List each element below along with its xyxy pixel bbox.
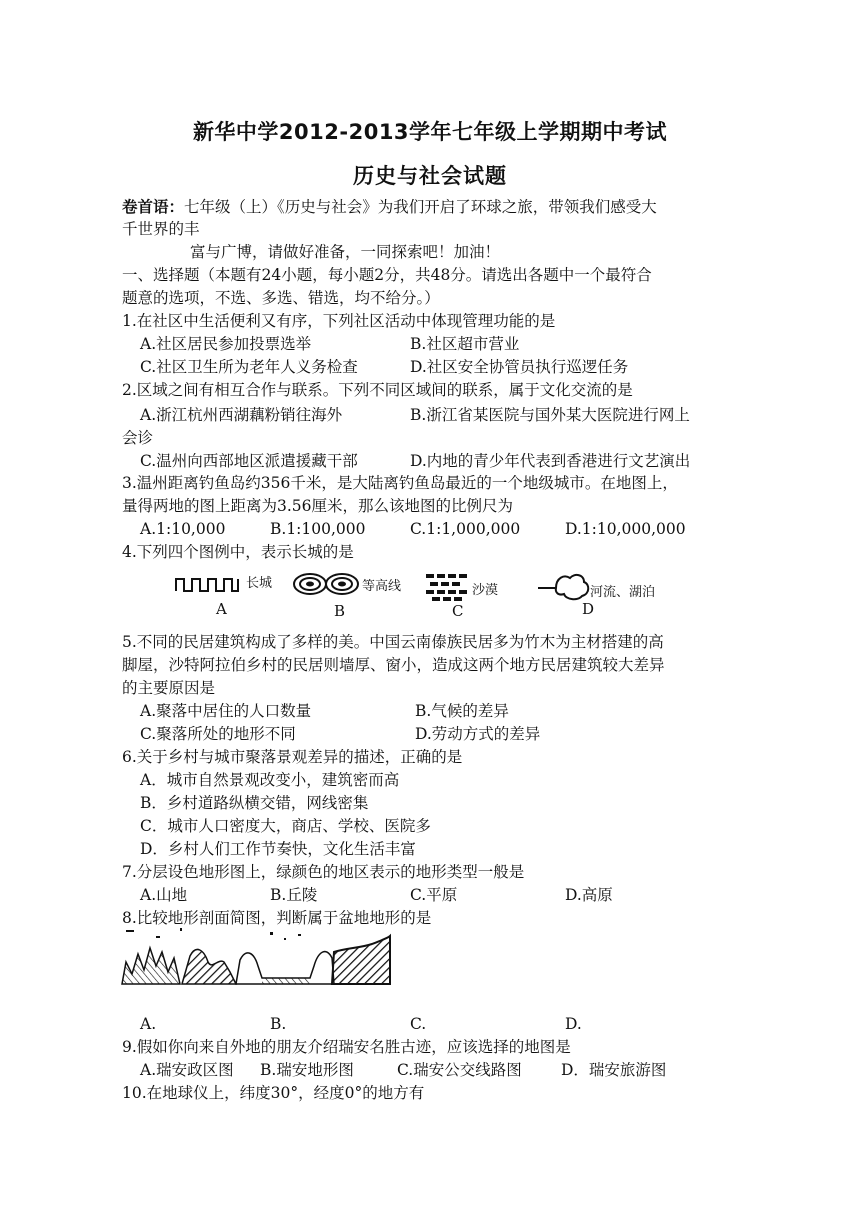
q6-option-c: C．城市人口密度大，商店、学校、医院多 <box>140 817 431 835</box>
q10-stem: 10.在地球仪上，纬度30°，经度0°的地方有 <box>122 1084 425 1102</box>
q1-stem: 1.在社区中生活便利又有序，下列社区活动中体现管理功能的是 <box>122 312 556 330</box>
q6-option-a: A．城市自然景观改变小，建筑密而高 <box>140 771 400 789</box>
q2-option-b: B.浙江省某医院与国外某大医院进行网上 <box>410 406 690 424</box>
q3-option-b: B.1:100,000 <box>270 520 366 538</box>
q6-option-d: D．乡村人们工作节奏快，文化生活丰富 <box>140 840 416 858</box>
legend-letter-c: C <box>452 602 464 620</box>
contour-legend-symbol <box>292 570 362 598</box>
preface-line1 <box>122 196 657 218</box>
q5-line3: 的主要原因是 <box>122 679 216 697</box>
preface-line2: 千世界的丰 <box>122 220 200 238</box>
q5-line2: 脚屋，沙特阿拉伯乡村的民居则墙厚、窗小，造成这两个地方民居建筑较大差异 <box>122 656 665 674</box>
legend-letter-b: B <box>334 602 346 620</box>
q9-option-c: C.瑞安公交线路图 <box>397 1061 522 1079</box>
preface-line3: 富与广博，请做好准备，一同探索吧！加油！ <box>190 243 501 261</box>
desert-legend-symbol <box>424 572 472 602</box>
q6-stem: 6.关于乡村与城市聚落景观差异的描述，正确的是 <box>122 748 463 766</box>
q9-option-b: B.瑞安地形图 <box>260 1061 354 1079</box>
q2-option-d: D.内地的青少年代表到香港进行文艺演出 <box>410 452 691 470</box>
legend-label-d: 河流、湖泊 <box>590 585 656 600</box>
section-heading-line2: 题意的选项，不选、多选、错选，均不给分。） <box>122 289 440 307</box>
q1-option-d: D.社区安全协管员执行巡逻任务 <box>410 358 629 376</box>
q5-option-d: D.劳动方式的差异 <box>415 725 541 743</box>
legend-label-a: 长城 <box>246 576 273 591</box>
q4-stem: 4.下列四个图例中，表示长城的是 <box>122 543 354 561</box>
exam-title: 新华中学2012-2013学年七年级上学期期中考试 <box>192 120 668 144</box>
q9-stem: 9.假如你向来自外地的朋友介绍瑞安名胜古迹，应该选择的地图是 <box>122 1038 571 1056</box>
q3-line1: 3.温州距离钓鱼岛约356千米，是大陆离钓鱼岛最近的一个地级城市。在地图上， <box>122 474 678 492</box>
q5-option-a: A.聚落中居住的人口数量 <box>140 702 312 720</box>
q7-option-b: B.丘陵 <box>270 886 318 904</box>
q8-option-a: A. <box>140 1015 157 1033</box>
legend-letter-d: D <box>582 600 595 618</box>
q9-option-d: D．瑞安旅游图 <box>561 1061 667 1079</box>
terrain-profiles-figure <box>120 922 392 992</box>
q8-option-b: B. <box>270 1015 287 1033</box>
q8-stem: 8.比较地形剖面简图，判断属于盆地地形的是 <box>122 909 432 927</box>
q3-line2: 量得两地的图上距离为3.56厘米，那么该地图的比例尺为 <box>122 497 514 515</box>
q8-option-d: D. <box>565 1015 582 1033</box>
q5-option-c: C.聚落所处的地形不同 <box>140 725 296 743</box>
q7-stem: 7.分层设色地形图上，绿颜色的地区表示的地形类型一般是 <box>122 863 525 881</box>
legend-letter-a: A <box>216 600 227 618</box>
q3-option-c: C.1:1,000,000 <box>410 520 521 538</box>
q1-option-b: B.社区超市营业 <box>410 335 520 353</box>
preface-label: 卷首语： <box>122 197 185 216</box>
section-heading-line1: 一、选择题（本题有24小题，每小题2分，共48分。请选出各题中一个最符合 <box>122 266 652 284</box>
q3-option-d: D.1:10,000,000 <box>565 520 686 538</box>
q5-option-b: B.气候的差异 <box>415 702 509 720</box>
q2-option-c: C.温州向西部地区派遣援藏干部 <box>140 452 358 470</box>
q2-option-b-cont: 会诊 <box>122 429 154 447</box>
q3-option-a: A.1:10,000 <box>140 520 226 538</box>
q9-option-a: A.瑞安政区图 <box>140 1061 234 1079</box>
legend-label-b: 等高线 <box>362 579 402 594</box>
q6-option-b: B．乡村道路纵横交错，网线密集 <box>140 794 369 812</box>
q7-option-d: D.高原 <box>565 886 613 904</box>
q7-option-c: C.平原 <box>410 886 458 904</box>
preface-text1: 七年级（上）《历史与社会》为我们开启了环球之旅，带领我们感受大 <box>184 198 657 216</box>
river-lake-legend-symbol <box>538 570 592 602</box>
q7-option-a: A.山地 <box>140 886 188 904</box>
q2-stem: 2.区域之间有相互合作与联系。下列不同区域间的联系，属于文化交流的是 <box>122 381 633 399</box>
legend-label-c: 沙漠 <box>472 583 499 598</box>
q1-option-a: A.社区居民参加投票选举 <box>140 335 312 353</box>
q5-line1: 5.不同的民居建筑构成了多样的美。中国云南傣族民居多为竹木为主材搭建的高 <box>122 633 664 651</box>
q2-option-a: A.浙江杭州西湖藕粉销往海外 <box>140 406 343 424</box>
great-wall-legend-symbol <box>174 574 246 594</box>
q8-option-c: C. <box>410 1015 427 1033</box>
exam-subtitle: 历史与社会试题 <box>353 164 507 188</box>
q1-option-c: C.社区卫生所为老年人义务检查 <box>140 358 358 376</box>
